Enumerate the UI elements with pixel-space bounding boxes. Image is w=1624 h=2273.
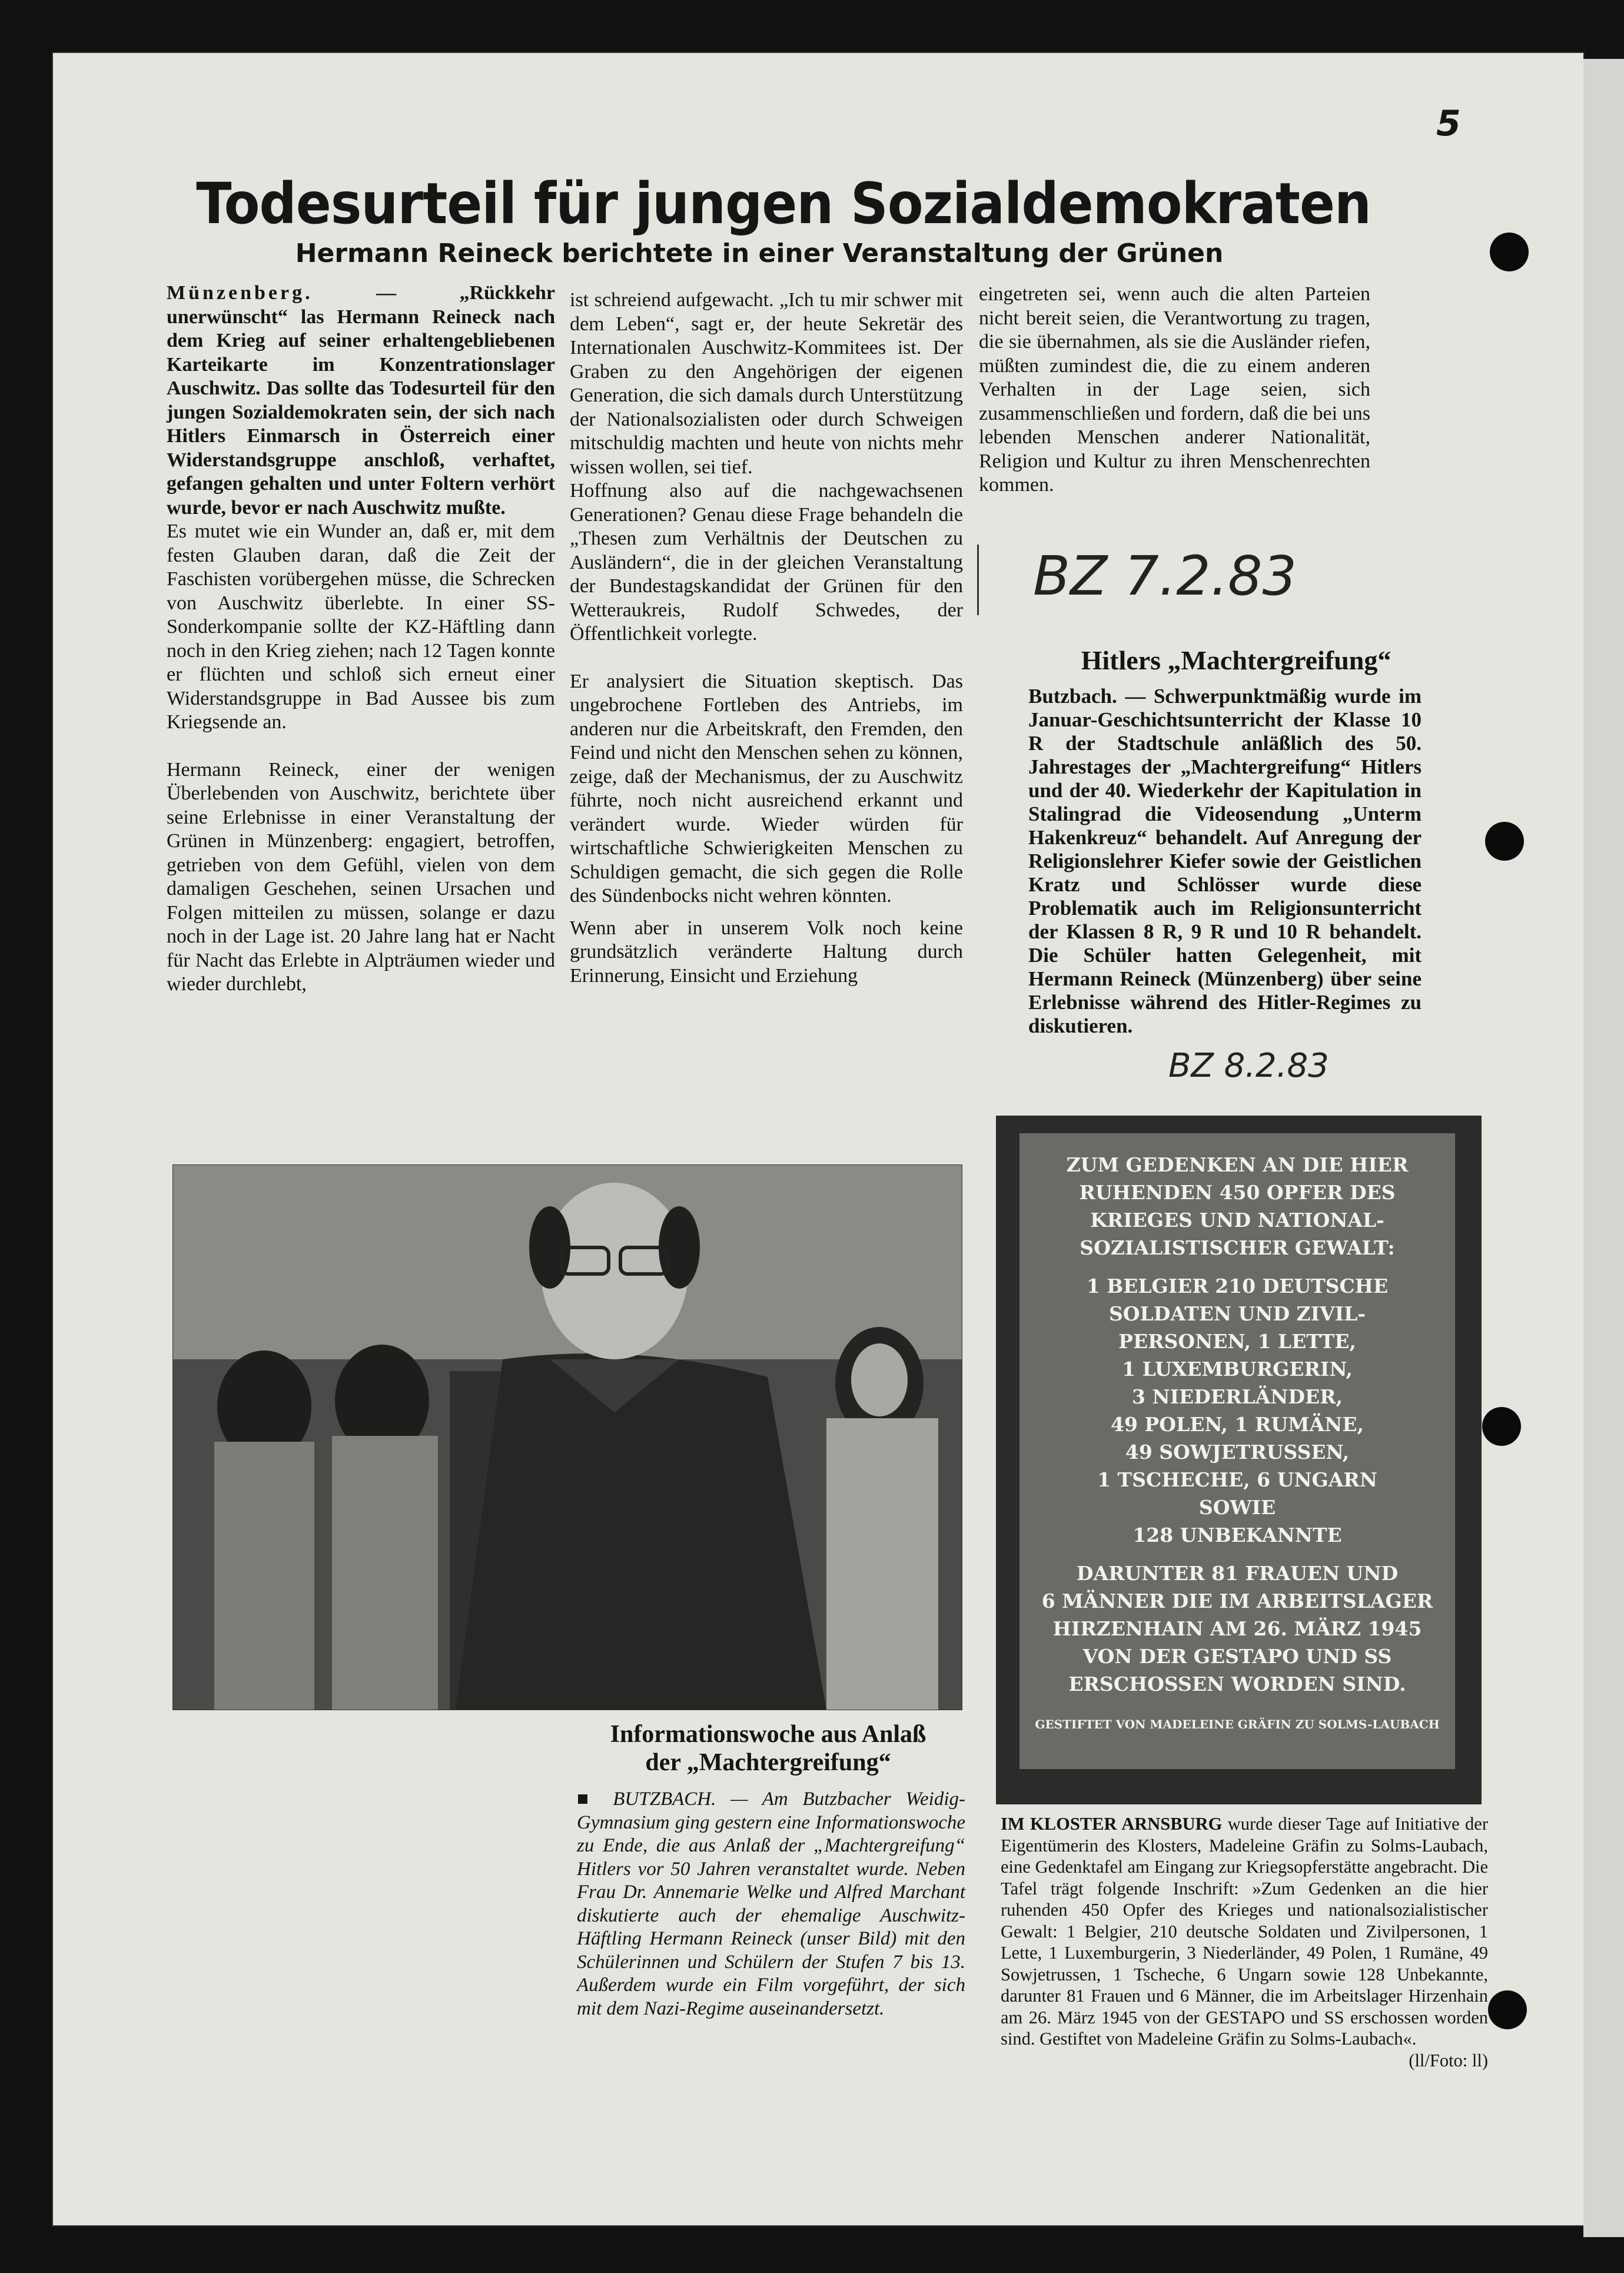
hitler-article-dateline: Butzbach.: [1028, 685, 1117, 708]
adjacent-page-edge: [1583, 59, 1624, 2237]
plaque-caption-lead: IM KLOSTER ARNSBURG: [1001, 1814, 1223, 1834]
article-lead: [167, 281, 555, 520]
plaque-line: SOLDATEN UND ZIVIL-: [1108, 1302, 1366, 1325]
article-paragraph: Wenn aber in unserem Volk noch keine grundsätzlich veränderte Haltung durch Erinnerung, Einsicht und Erziehung: [570, 917, 963, 987]
headline: Todesurteil für jungen Sozialdemokraten: [196, 171, 1371, 237]
hitler-article-title: Hitlers „Machtergreifung“: [1081, 645, 1391, 675]
plaque-line: 49 SOWJETRUSSEN,: [1125, 1441, 1350, 1464]
punch-hole: [1488, 1990, 1527, 2029]
hitler-article-body: [1028, 685, 1422, 1038]
plaque-inscription: [1019, 1151, 1455, 1698]
plaque-line: 3 NIEDERLÄNDER,: [1131, 1385, 1343, 1408]
pencil-mark: [977, 545, 979, 615]
article-column-3: [979, 283, 1370, 497]
info-article-body: ■ BUTZBACH. — Am Butzbacher Weidig-Gymnasium ging gestern eine Informationswoche zu Ende, die aus Anlaß der „Machtergreifung“ Hitlers vor 50 Jahren veranstaltet wurde. Neben Frau Dr. Annemarie Welke und Alfred Marchant diskutierte auch der ehemalige Auschwitz-Häftling Hermann Reineck (unser Bild) mit den Schülerinnen und Schülern der Stufen 7 bis 13. Außerdem wurde ein Film vorgeführt, der sich mit dem Nazi-Regime auseinandersetzt.: [577, 1788, 965, 2019]
article-column-2: [570, 288, 963, 988]
plaque-line: 49 POLEN, 1 RUMÄNE,: [1111, 1413, 1364, 1436]
article-paragraph: eingetreten sei, wenn auch die alten Parteien nicht bereit seien, die Verantwortung zu tragen, die sie übernahmen, als sie die Ausländer riefen, müßten zumindest die, die zu einem anderen Verhalten in der Lage seien, sich zusammenschließen und fordern, daß die bei uns lebenden Menschen anderer Nationalität, Religion und Kultur zu ihren Menschenrechten kommen.: [979, 283, 1370, 496]
memorial-plaque-photo: [996, 1116, 1482, 1804]
plaque-line: 1 BELGIER 210 DEUTSCHE: [1086, 1275, 1389, 1298]
page-number: 5: [1436, 103, 1461, 144]
punch-hole: [1482, 1407, 1521, 1446]
plaque-line: SOZIALISTISCHER GEWALT:: [1080, 1236, 1395, 1259]
photo-credit: (ll/Foto: ll): [1409, 2050, 1488, 2070]
article-dateline: Münzenberg.: [167, 282, 313, 304]
plaque-line: VON DER GESTAPO UND SS: [1082, 1645, 1392, 1668]
article-paragraph: Hermann Reineck, einer der wenigen Überlebenden von Auschwitz, berichtete über seine Erlebnisse in einer Veranstaltung der Grünen in Münzenberg: engagiert, betroffen, getrieben von dem Gefühl, vielen von dem damaligen Geschehen, seinen Ursachen und Folgen mitteilen zu müssen, solange er dazu noch in der Lage ist. 20 Jahre lang hat er Nacht für Nacht das Erlebte in Alpträumen wieder und wieder durchlebt,: [167, 758, 555, 995]
plaque-line: 1 LUXEMBURGERIN,: [1122, 1358, 1353, 1381]
handwritten-note: BZ 8.2.83: [1168, 1047, 1329, 1085]
plaque-line: PERSONEN, 1 LETTE,: [1118, 1330, 1356, 1353]
plaque-caption: [1001, 1813, 1488, 2071]
plaque-line: SOWIE: [1198, 1496, 1276, 1519]
handwritten-note: BZ 7.2.83: [1033, 545, 1297, 608]
article-paragraph: Es mutet wie ein Wunder an, daß er, mit dem festen Glauben daran, daß die Zeit der Faschisten vorübergehen müsse, die Schrecken von Auschwitz überlebte. In einer SS-Sonderkompanie sollte der KZ-Häftling dann noch in den Krieg ziehen; nach 12 Tagen konnte er flüchten und schloß sich erneut einer Widerstandsgruppe in Bad Aussee bis zum Kriegsende an.: [167, 520, 555, 733]
plaque-donor: GESTIFTET VON MADELEINE GRÄFIN ZU SOLMS-LAUBACH: [1035, 1717, 1440, 1731]
photo-hermann-reineck: [172, 1164, 962, 1710]
plaque-line: 128 UNBEKANNTE: [1133, 1524, 1342, 1547]
info-article-title-line-1: Informationswoche aus Anlaß: [610, 1721, 926, 1748]
punch-hole: [1485, 822, 1524, 861]
plaque-line: 1 TSCHECHE, 6 UNGARN: [1097, 1468, 1377, 1491]
plaque-caption-text: wurde dieser Tage auf Initiative der Eigentümerin des Klosters, Madeleine Gräfin zu Solms-Laubach, eine Gedenktafel am Eingang zur Kriegsopferstätte angebracht. Die Tafel trägt folgende Inschrift: »Zum Gedenken an die hier ruhenden 450 Opfer des Krieges und nationalsozialistischer Gewalt: 1 Belgier, 210 deutsche Soldaten und Zivilpersonen, 1 Lette, 1 Luxemburgerin, 3 Niederländer, 49 Polen, 1 Rumäne, 49 Sowjetrussen, 1 Tscheche, 6 Ungarn sowie 128 Unbekannte, darunter 81 Frauen und 6 Männer, die im Arbeitslager Hirzenhain am 26. März 1945 von der GESTAPO und SS erschossen worden sind. Gestiftet von Madeleine Gräfin zu Solms-Laubach«.: [1001, 1814, 1488, 2049]
plaque-line: DARUNTER 81 FRAUEN UND: [1076, 1562, 1399, 1585]
plaque-line: KRIEGES UND NATIONAL-: [1090, 1209, 1384, 1232]
punch-hole: [1490, 233, 1529, 271]
plaque-line: 6 MÄNNER DIE IM ARBEITSLAGER: [1041, 1590, 1433, 1612]
article-column-1: [167, 281, 555, 997]
memorial-plaque: [1019, 1133, 1455, 1769]
article-paragraph: Er analysiert die Situation skeptisch. Das ungebrochene Fortleben des Antriebs, im anderen nur die Arbeitskraft, den Fremden, den Feind und nicht den Menschen sehen zu können, zeige, daß der Mechanismus, der zu Auschwitz führte, noch nicht ausreichend erkannt und verändert wurde. Wieder würden für wirtschaftliche Schwierigkeiten Menschen zu Schuldigen gemacht, die sich gegen die Rolle des Sündenbocks nicht wehren könnten.: [570, 670, 963, 907]
hitler-article-text: — Schwerpunktmäßig wurde im Januar-Geschichtsunterricht der Klasse 10 R der Stadtschule anläßlich des 50. Jahrestages der „Machtergreifung“ Hitlers und der 40. Wiederkehr der Kapitulation in Stalingrad die Videosendung „Unterm Hakenkreuz“ behandelt. Auf Anregung der Religionslehrer Kiefer sowie der Geistlichen Kratz und Schlösser wurde diese Problematik auch im Religionsunterricht der Klassen 8 R, 9 R und 10 R behandelt. Die Schüler hatten Gelegenheit, mit Hermann Reineck (Münzenberg) über seine Erlebnisse während des Hitler-Regimes zu diskutieren.: [1028, 685, 1422, 1037]
plaque-line: RUHENDEN 450 OPFER DES: [1079, 1181, 1396, 1204]
plaque-line: HIRZENHAIN AM 26. MÄRZ 1945: [1052, 1617, 1422, 1640]
subheadline: Hermann Reineck berichtete in einer Veranstaltung der Grünen: [295, 238, 1224, 268]
info-article-title-line-2: der „Machtergreifung“: [645, 1749, 891, 1776]
plaque-line: ZUM GEDENKEN AN DIE HIER: [1066, 1153, 1409, 1176]
article-paragraph: Hoffnung also auf die nachgewachsenen Generationen? Genau diese Frage behandeln die „Thesen zum Verhältnis der Deutschen zu Ausländern“, die in der gleichen Veranstaltung der Bundestagskandidat der Grünen für den Wetteraukreis, Rudolf Schwedes, der Öffentlichkeit vorlegte.: [570, 480, 963, 645]
info-article-title: [565, 1720, 971, 1777]
article-lead-text: — „Rückkehr unerwünscht“ las Hermann Reineck nach dem Krieg auf seiner erhaltengebliebenen Karteikarte im Konzentrationslager Auschwitz. Das sollte das Todesurteil für den jungen Sozialdemokraten sein, der sich nach Hitlers Einmarsch in Österreich einer Widerstandsgruppe anschloß, verhaftet, gefangen gehalten und unter Foltern verhört wurde, bevor er nach Auschwitz mußte.: [167, 282, 555, 519]
plaque-line: ERSCHOSSEN WORDEN SIND.: [1068, 1673, 1406, 1695]
article-paragraph: ist schreiend aufgewacht. „Ich tu mir schwer mit dem Leben“, sagt er, der heute Sekretär des Internationalen Auschwitz-Kommitees ist. Der Graben zu den Angehörigen der eigenen Generation, die sich damals durch Unterstützung der Nationalsozialisten oder durch Schweigen mitschuldig machten und heute von nichts mehr wissen wollen, sei tief.: [570, 289, 963, 478]
